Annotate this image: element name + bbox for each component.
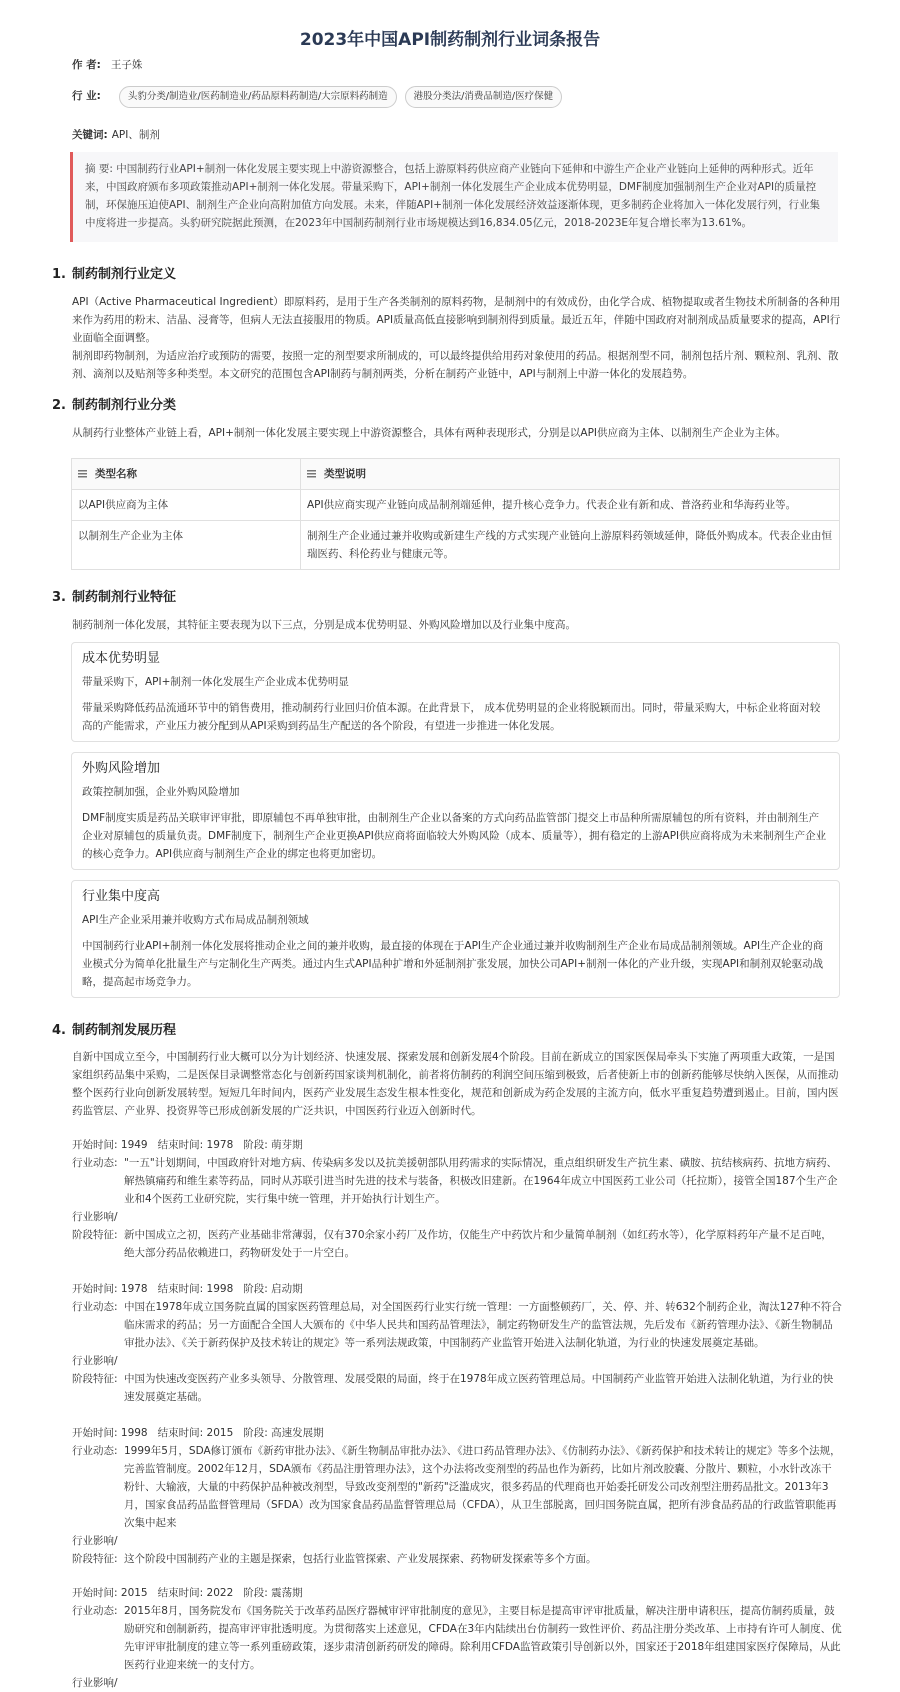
keywords-row: [72, 126, 160, 144]
end-label: 结束时间:: [157, 1283, 204, 1295]
section-paragraph: 制药制剂一体化发展，其特征主要表现为以下三点，分别是成本优势明显、外购风险增加以及行业集中度高。: [72, 619, 576, 631]
stage-meta: [72, 1424, 842, 1442]
stage-dynamic: [72, 1298, 842, 1352]
feature-card-title: 行业集中度高: [82, 889, 161, 904]
stage-dynamic: [72, 1154, 842, 1208]
dynamic-text: 2015年8月，国务院发布《国务院关于改革药品医疗器械审评审批制度的意见》，主要目标是提高审评审批质量，解决注册申请积压，提高仿制药质量，鼓励研究和创制新药，提高审评审批透明度。为贯彻落实上述意见，CFDA在3年内陆续出台仿制药一致性评价、药品注册分类改革、上市持有许可人制度、优先审评审批制度的建立等一系列重磅政策，逐步肃清创新药研发的障碍。除利用CFDA监管政策引导创新以外，国家还于2018年组建国家医疗保障局，从此医药行业迎来统一的支付方。: [124, 1605, 842, 1671]
end-label: 结束时间:: [157, 1139, 204, 1151]
history-stage: [72, 1136, 842, 1262]
feature-card-body: DMF制度实质是药品关联审评审批，即原辅包不再单独审批，由制剂生产企业以备案的方式向药品监管部门提交上市品种所需原辅包的所有资料，并由制剂生产企业对原辅包的质量负责。DMF制度下，制剂生产企业更换API供应商将面临较大外购风险（成本、质量等），拥有稳定的上游API供应商将成为未来制剂生产企业的核心竞争力。API供应商与制剂生产企业的绑定也将更加密切。: [82, 812, 827, 860]
section-heading: [52, 266, 176, 284]
section-number: 2.: [52, 398, 66, 413]
start-value: 1949: [120, 1139, 148, 1151]
stage-meta: [72, 1136, 842, 1154]
dynamic-text: 中国在1978年成立国务院直属的国家医药管理总局，对全国医药行业实行统一管理：一方面整顿药厂，关、停、并、转632个制药企业，淘汰127种不符合临床需求的药品；另一方面配合全国人大颁布的《中华人民共和国药品管理法》，制定药物研发生产的监管法规，先后发布《新药管理办法》、《新生物制品审批办法》、《关于新药保护及技术转让的规定》等一系列法规政策，中国制药产业监管开始进入法制化轨道，为行业的快速发展奠定基础。: [124, 1301, 842, 1349]
feature-card-subtitle: API生产企业采用兼并收购方式布局成品制剂领域: [82, 914, 309, 926]
table-header-cell[interactable]: [301, 459, 840, 490]
section-paragraph: 自新中国成立至今，中国制药行业大概可以分为计划经济、快速发展、探索发展和创新发展4个阶段。目前在新成立的国家医保局牵头下实施了两项重大政策，一是国家组织药品集中采购，二是医保目录调整常态化与创新药国家谈判机制化，前者将仿制药的利润空间压缩到极致，后者使新上市的创新药能够尽快纳入医保，从而推动整个医药行业向创新发展转型。短短几年时间内，医药产业发展生态发生根本性变化，规范和创新成为药企发展的主流方向，低水平重复趋势遭到遏止。目前，国内医药监管层、产业界、投资界等已形成创新发展的广泛共识，中国医药行业迈入创新时代。: [72, 1051, 839, 1117]
stage-value: 启动期: [271, 1283, 303, 1295]
impact-label: 行业影响/: [72, 1677, 118, 1689]
history-stage: [72, 1424, 842, 1568]
table-cell: API供应商实现产业链向成品制剂端延伸，提升核心竞争力。代表企业有新和成、普洛药业和华海药业等。: [301, 490, 840, 521]
stage-label: 阶段:: [243, 1427, 268, 1439]
industry-tag[interactable]: 港股分类法/消费品制造/医疗保健: [405, 86, 562, 108]
table-row: [72, 490, 840, 521]
end-value: 1998: [206, 1283, 234, 1295]
feature-card-body: 带量采购降低药品流通环节中的销售费用，推动制药行业回归价值本源。在此背景下， 成本优势明显的企业将脱颖而出。同时，带量采购大，中标企业将面对较高的产能需求，产业压力被分配到从API采购到药品生产配送的各个阶段，有望进一步推进一体化发展。: [82, 702, 821, 732]
start-value: 2015: [120, 1587, 148, 1599]
impact-label: 行业影响/: [72, 1535, 118, 1547]
stage-meta: [72, 1584, 842, 1602]
industry-tag[interactable]: 头豹分类/制造业/医药制造业/药品原料药制造/大宗原料药制造: [119, 86, 397, 108]
section-paragraph: 从制药行业整体产业链上看，API+制剂一体化发展主要实现上中游资源整合，具体有两种表现形式，分别是以API供应商为主体、以制剂生产企业为主体。: [72, 427, 787, 439]
stage-value: 震荡期: [271, 1587, 303, 1599]
start-label: 开始时间:: [72, 1139, 118, 1151]
history-stage: [72, 1280, 842, 1406]
author-name: 王子姝: [110, 59, 143, 71]
dynamic-label: 行业动态:: [72, 1605, 118, 1617]
feature-text: 中国为快速改变医药产业多头领导、分散管理、发展受限的局面，终于在1978年成立医药管理总局。中国制药产业监管开始进入法制化轨道，为行业的快速发展奠定基础。: [124, 1373, 834, 1403]
section-title: 制药制剂行业分类: [72, 398, 177, 413]
table-cell: 以API供应商为主体: [72, 490, 301, 521]
history-stage: [72, 1584, 842, 1692]
section-number: 3.: [52, 590, 66, 605]
author-row: [72, 56, 142, 74]
impact-label: 行业影响/: [72, 1211, 118, 1223]
dynamic-label: 行业动态:: [72, 1157, 118, 1169]
feature-text: 新中国成立之初，医药产业基础非常薄弱，仅有370余家小药厂及作坊，仅能生产中药饮片和少量简单制剂（如红药水等），化学原料药年产量不足百吨，绝大部分药品依赖进口，药物研发处于一片空白。: [124, 1229, 832, 1259]
abstract-box: 摘 要: 中国制药行业API+制剂一体化发展主要实现上中游资源整合，包括上游原料药供应商产业链向下延伸和中游生产企业产业链向上延伸的两种形式。近年来，中国政府颁布多项政策推动API+制剂一体化发展。带量采购下，API+制剂一体化发展生产企业成本优势明显，DMF制度加强制剂生产企业对API的质量控制，环保施压迫使API、制剂生产企业向高附加值方向发展。未来，伴随API+制剂一体化发展经济效益逐渐体现，更多制药企业将加入一体化发展行列，行业集中度将进一步提高。头豹研究院据此预测，在2023年中国制药制剂行业市场规模达到16,834.05亿元，2018-2023E年复合增长率为13.61%。: [70, 152, 838, 242]
stage-value: 高速发展期: [271, 1427, 324, 1439]
feature-label: 阶段特征:: [72, 1553, 118, 1565]
section-paragraph: 制剂即药物制剂，为适应治疗或预防的需要，按照一定的剂型要求所制成的，可以最终提供给用药对象使用的药品。根据剂型不同，制剂包括片剂、颗粒剂、乳剂、散剂、滴剂以及贴剂等多种类型。本文研究的范围包含API制药与制剂两类，分析在制药产业链中，API与制剂上中游一体化的发展趋势。: [72, 350, 839, 380]
stage-feature: [72, 1550, 842, 1568]
dynamic-text: 1999年5月，SDA修订颁布《新药审批办法》、《新生物制品审批办法》、《进口药品管理办法》、《仿制药办法》、《新药保护和技术转让的规定》等多个法规，完善监管制度。2002年12月，SDA颁布《药品注册管理办法》，这个办法将改变剂型的药品也作为新药，比如片剂改胶囊、分散片、颗粒，小水针改冻干粉针、大输液，大量的中药保护品种被改剂型，导致改变剂型的"新药"泛滥成灾，很多药品的代理商也开始委托研发公司改剂型注册药品批文。2013年3月，国家食品药品监督管理局（SFDA）改为国家食品药品监督管理总局（CFDA），从卫生部脱离，回归国务院直属，把所有涉食品药品的行政监管职能再次集中起来: [124, 1445, 841, 1529]
section-number: 4.: [52, 1023, 66, 1038]
table-cell: 以制剂生产企业为主体: [72, 521, 301, 570]
start-label: 开始时间:: [72, 1283, 118, 1295]
stage-feature: [72, 1226, 842, 1262]
feature-card: [71, 752, 840, 870]
end-value: 1978: [206, 1139, 234, 1151]
end-label: 结束时间:: [157, 1587, 204, 1599]
feature-card-subtitle: 政策控制加强，企业外购风险增加: [82, 786, 240, 798]
stage-dynamic: [72, 1602, 842, 1674]
end-value: 2022: [206, 1587, 234, 1599]
start-value: 1998: [120, 1427, 148, 1439]
stage-label: 阶段:: [243, 1283, 268, 1295]
classification-table: [71, 458, 840, 570]
stage-meta: [72, 1280, 842, 1298]
feature-text: 这个阶段中国制药产业的主题是探索，包括行业监管探索、产业发展探索、药物研发探索等多个方面。: [124, 1553, 597, 1565]
section-number: 1.: [52, 267, 66, 282]
impact-label: 行业影响/: [72, 1355, 118, 1367]
end-value: 2015: [206, 1427, 234, 1439]
stage-label: 阶段:: [243, 1139, 268, 1151]
table-header-cell[interactable]: [72, 459, 301, 490]
table-cell: 制剂生产企业通过兼并收购或新建生产线的方式实现产业链向上游原料药领域延伸，降低外购成本。代表企业由恒瑞医药、科伦药业与健康元等。: [301, 521, 840, 570]
industry-label: 行 业:: [72, 90, 101, 102]
start-value: 1978: [120, 1283, 148, 1295]
table-row: [72, 521, 840, 570]
dynamic-label: 行业动态:: [72, 1445, 118, 1457]
report-title: 2023年中国API制药制剂行业词条报告: [299, 30, 601, 50]
author-label: 作 者:: [72, 59, 101, 71]
table-header-row: [72, 459, 840, 490]
feature-card-body: 中国制药行业API+制剂一体化发展将推动企业之间的兼并收购，最直接的体现在于API生产企业通过兼并收购制剂生产企业布局成品制剂领域。API生产企业的商业模式分为简单化批量生产与定制化生产两类。通过内生式API品种扩增和外延制剂扩张发展，加快公司API+制剂一体化的产业升级，实现API和制剂双轮驱动战略，提高起市场竞争力。: [82, 940, 824, 988]
feature-card: [71, 880, 840, 998]
section-heading: [52, 397, 176, 415]
stage-feature: [72, 1370, 842, 1406]
stage-dynamic: [72, 1442, 842, 1532]
end-label: 结束时间:: [157, 1427, 204, 1439]
stage-label: 阶段:: [243, 1587, 268, 1599]
stage-value: 萌芽期: [271, 1139, 303, 1151]
section-paragraph: API（Active Pharmaceutical Ingredient）即原料药，是用于生产各类制剂的原料药物，是制剂中的有效成份，由化学合成、植物提取或者生物技术所制备的各种用来作为药用的粉末、洁晶、浸膏等，但病人无法直接服用的物质。API质量高低直接影响到制剂得到质量。最近五年，伴随中国政府对制剂成品质量要求的提高，API行业面临全面调整。: [72, 296, 841, 344]
feature-card-title: 外购风险增加: [82, 761, 161, 776]
dynamic-label: 行业动态:: [72, 1301, 118, 1313]
feature-card-subtitle: 带量采购下，API+制剂一体化发展生产企业成本优势明显: [82, 676, 349, 688]
keywords-value: API、制剂: [111, 129, 160, 141]
industry-row: [72, 86, 562, 108]
feature-label: 阶段特征:: [72, 1373, 118, 1385]
table-header-label: 类型说明: [324, 468, 366, 480]
dynamic-text: "一五"计划期间，中国政府针对地方病、传染病多发以及抗美援朝部队用药需求的实际情况，重点组织研发生产抗生素、磺胺、抗结核病药、抗地方病药、解热镇痛药和维生素等药品，同时从苏联引进当时先进的技术与装备，积极改旧建新。在1964年成立中国医药工业公司（托拉斯），接管全国187个生产企业和4个医药工业研究院，实行集中统一管理，并开始执行计划生产。: [124, 1157, 838, 1205]
section-title: 制药制剂发展历程: [72, 1023, 177, 1038]
section-heading: [52, 589, 176, 607]
section-heading: [52, 1022, 176, 1040]
start-label: 开始时间:: [72, 1587, 118, 1599]
start-label: 开始时间:: [72, 1427, 118, 1439]
keywords-label: 关键词:: [72, 129, 108, 141]
table-header-label: 类型名称: [95, 468, 137, 480]
section-title: 制药制剂行业定义: [72, 267, 177, 282]
feature-card-title: 成本优势明显: [82, 651, 161, 666]
feature-card: [71, 642, 840, 742]
section-title: 制药制剂行业特征: [72, 590, 177, 605]
list-icon: [78, 470, 87, 478]
list-icon: [307, 470, 316, 478]
feature-label: 阶段特征:: [72, 1229, 118, 1241]
